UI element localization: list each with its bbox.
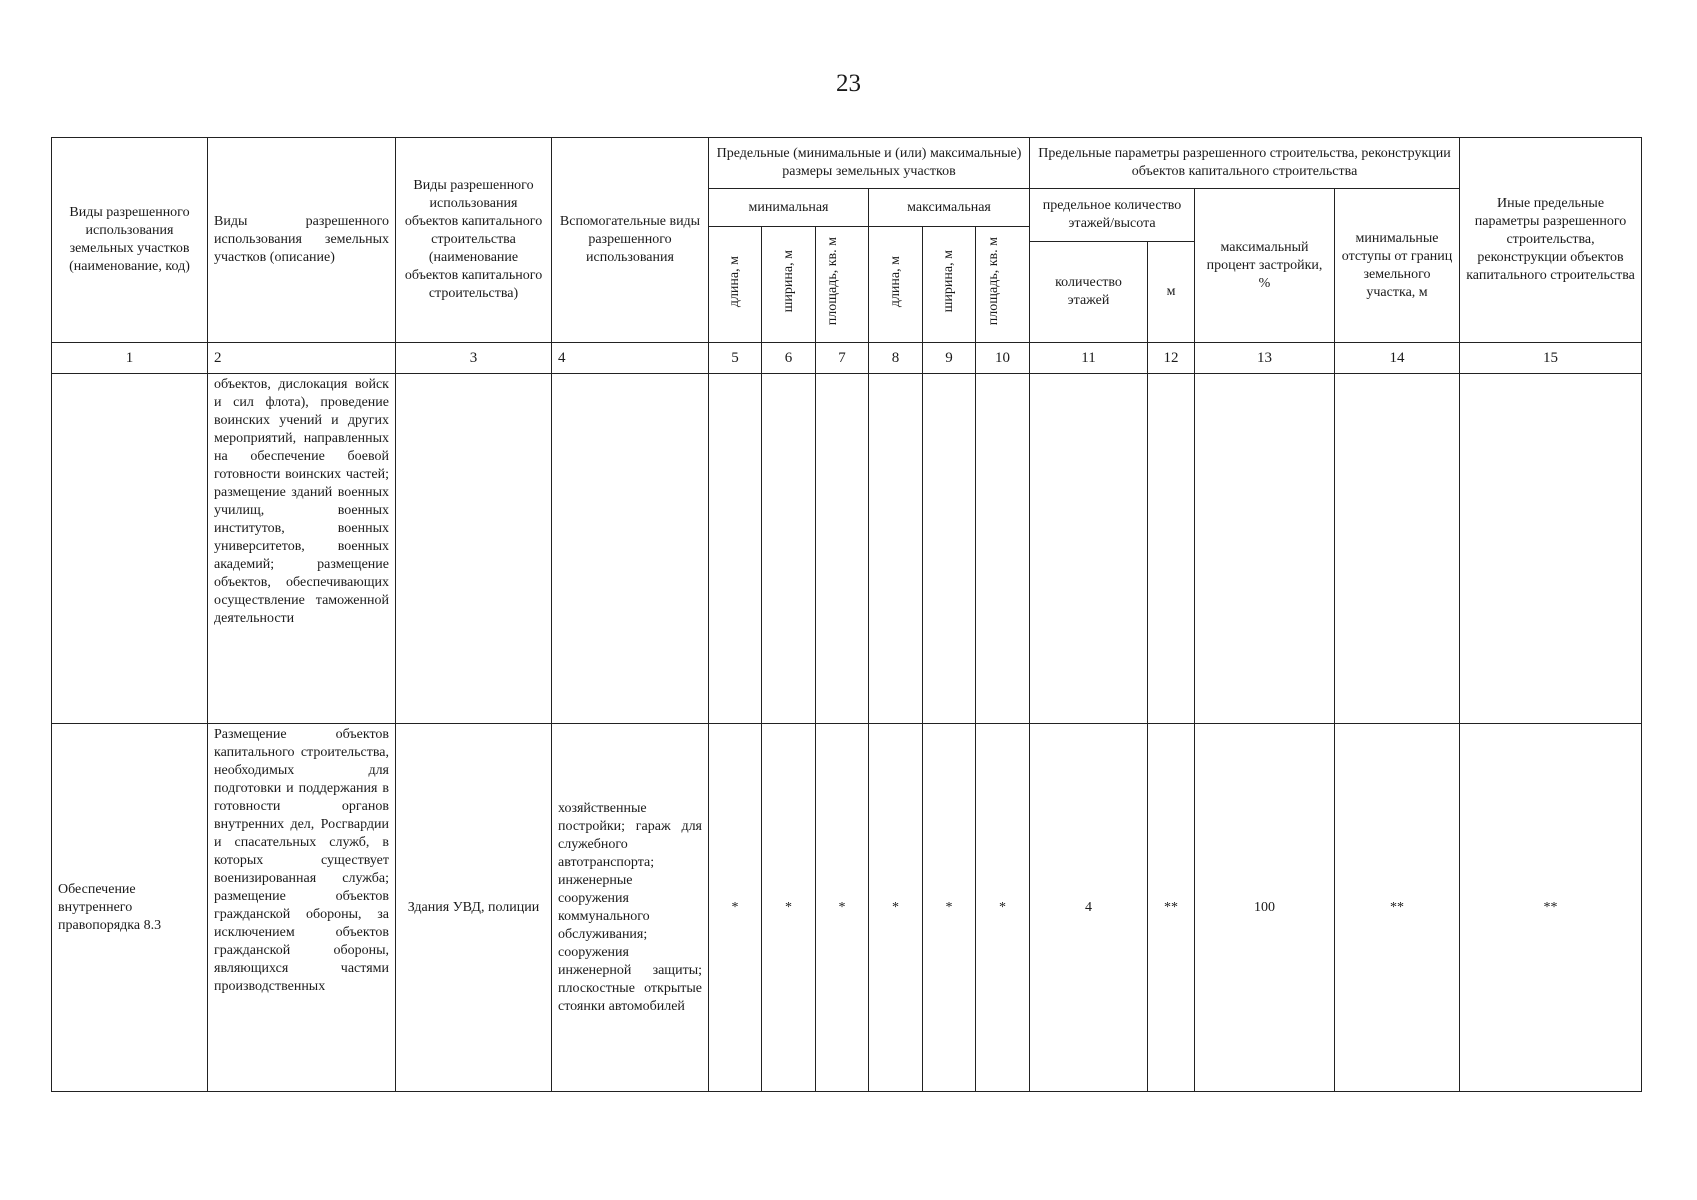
header-min-width: ширина, м: [780, 250, 796, 313]
row-1-auxiliary-uses: [552, 374, 709, 724]
column-number: 11: [1030, 343, 1148, 374]
row-1-land-use-description: объектов, дислокация войск и сил флота), проведение воинских учений и других мероприятий, направленных на обеспечение боевой готовности воинских частей; размещение зданий военных училищ, военных институтов, военных университетов, военных академий; размещение объектов, обеспечивающих осуществление таможенной деятельности: [208, 374, 396, 724]
header-height-meters: м: [1148, 242, 1195, 343]
header-minimum: минимальная: [709, 189, 869, 227]
header-min-length: длина, м: [727, 255, 742, 308]
header-construction-params: Предельные параметры разрешенного строительства, реконструкции объектов капитального строительства: [1030, 138, 1460, 189]
column-number: 9: [923, 343, 976, 374]
column-number: 12: [1148, 343, 1195, 374]
header-other-params: Иные предельные параметры разрешенного строительства, реконструкции объектов капитального строительства: [1460, 138, 1642, 343]
column-number: 4: [552, 343, 709, 374]
header-plot-sizes: Предельные (минимальные и (или) максимальные) размеры земельных участков: [709, 138, 1030, 189]
land-use-regulations-table: [51, 137, 1642, 1092]
header-capital-construction: Виды разрешенного использования объектов капитального строительства (наименование объектов капитального строительства): [396, 138, 552, 343]
column-number: 6: [762, 343, 816, 374]
header-min-setbacks: минимальные отступы от границ земельного участка, м: [1335, 189, 1460, 343]
row-2-land-use-description: Размещение объектов капитального строительства, необходимых для подготовки и поддержания в готовности органов внутренних дел, Росгвардии и спасательных служб, в которых существует военизированная служба; размещение объектов гражданской обороны, за исключением объектов гражданской обороны, являющихся частями производственных: [208, 724, 396, 1092]
column-number: 15: [1460, 343, 1642, 374]
header-land-use-name: Виды разрешенного использования земельных участков (наименование, код): [52, 138, 208, 343]
row-1-floors-count: [1030, 374, 1148, 724]
header-floors-count: количество этажей: [1030, 242, 1148, 343]
row-2-min-setbacks: **: [1335, 724, 1460, 1092]
header-land-use-description: Виды разрешенного использования земельных участков (описание): [208, 138, 396, 343]
row-2-min-area: *: [816, 724, 869, 1092]
page-number: 23: [836, 70, 861, 97]
row-1-min-area: [816, 374, 869, 724]
header-max-width: ширина, м: [941, 250, 956, 313]
row-2-max-percent: 100: [1195, 724, 1335, 1092]
row-1-other-params: [1460, 374, 1642, 724]
column-number: 13: [1195, 343, 1335, 374]
row-2-height: **: [1148, 724, 1195, 1092]
row-1-min-length: [709, 374, 762, 724]
column-number: 8: [869, 343, 923, 374]
row-2-max-length: *: [869, 724, 923, 1092]
column-number: 5: [709, 343, 762, 374]
row-1-capital-construction: [396, 374, 552, 724]
row-1-land-use-name: [52, 374, 208, 724]
row-1-max-length: [869, 374, 923, 724]
row-1-max-percent: [1195, 374, 1335, 724]
row-1-min-setbacks: [1335, 374, 1460, 724]
column-number-row: [52, 343, 1642, 374]
table-row: [52, 724, 1642, 1092]
header-max-length: длина, м: [887, 255, 903, 308]
row-2-other-params: **: [1460, 724, 1642, 1092]
column-number: 7: [816, 343, 869, 374]
header-maximum: максимальная: [869, 189, 1030, 227]
header-max-percent: максимальный процент застройки, %: [1195, 189, 1335, 343]
row-2-floors-count: 4: [1030, 724, 1148, 1092]
row-2-max-width: *: [923, 724, 976, 1092]
column-number: 10: [976, 343, 1030, 374]
column-number: 2: [208, 343, 396, 374]
row-2-min-width: *: [762, 724, 816, 1092]
row-2-min-length: *: [709, 724, 762, 1092]
row-1-max-area: [976, 374, 1030, 724]
header-min-area: площадь, кв. м: [825, 237, 840, 326]
row-2-max-area: *: [976, 724, 1030, 1092]
row-1-min-width: [762, 374, 816, 724]
header-max-area: площадь, кв. м: [985, 237, 1001, 326]
column-number: 14: [1335, 343, 1460, 374]
header-auxiliary-uses: Вспомогательные виды разрешенного использования: [552, 138, 709, 343]
row-2-capital-construction: Здания УВД, полиции: [396, 724, 552, 1092]
header-floors-height: предельное количество этажей/высота: [1030, 189, 1195, 242]
row-2-land-use-name: Обеспечение внутреннего правопорядка 8.3: [52, 724, 208, 1092]
row-1-height: [1148, 374, 1195, 724]
row-1-max-width: [923, 374, 976, 724]
column-number: 1: [52, 343, 208, 374]
column-number: 3: [396, 343, 552, 374]
row-2-auxiliary-uses: хозяйственные постройки; гараж для служебного автотранспорта; инженерные сооружения коммунального обслуживания; сооружения инженерной защиты; плоскостные открытые стоянки автомобилей: [552, 724, 709, 1092]
table-row: [52, 374, 1642, 724]
